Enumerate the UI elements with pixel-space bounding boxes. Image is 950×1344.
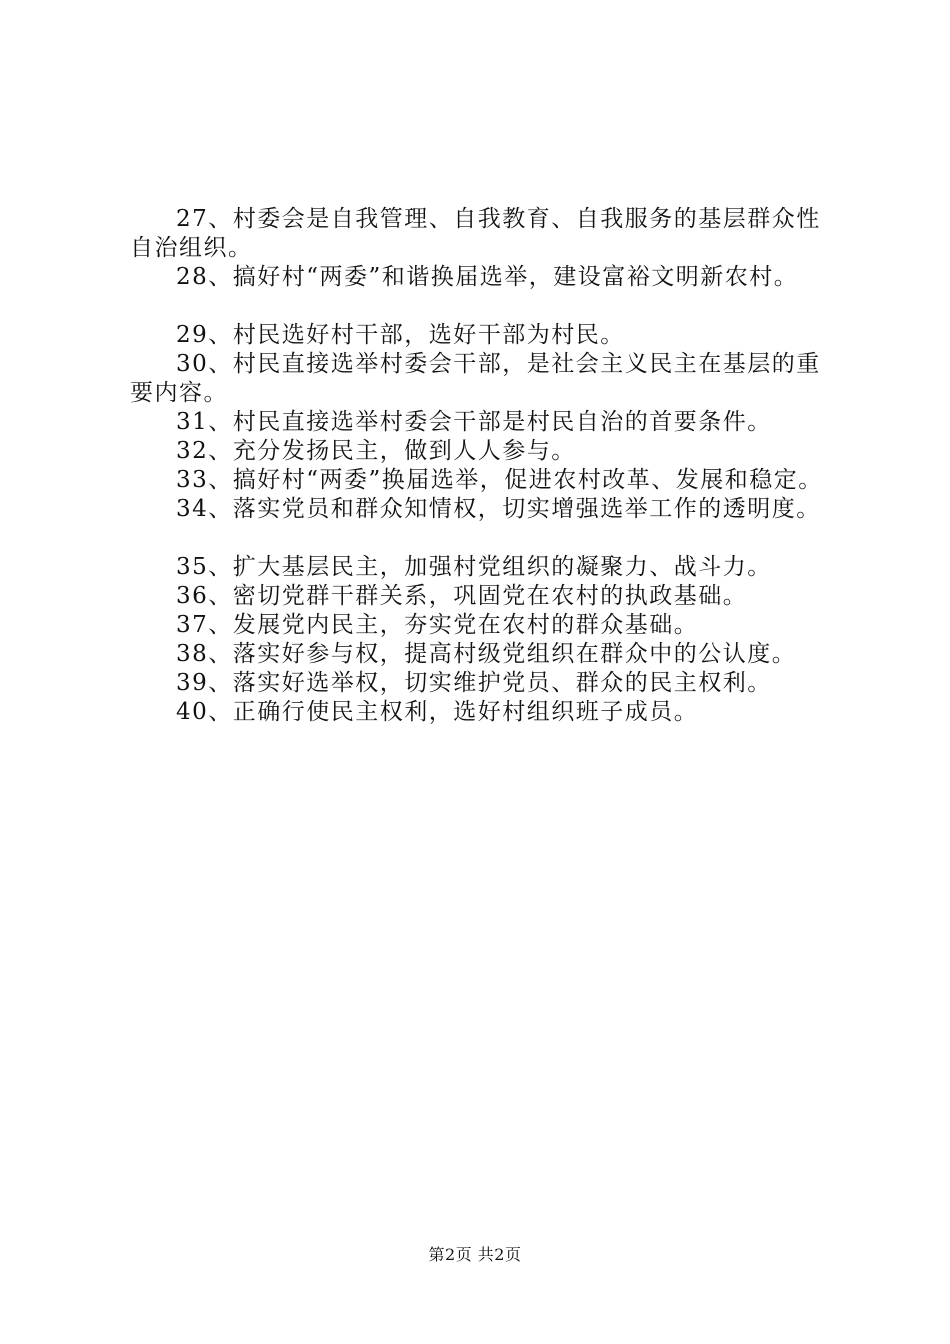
paragraph-29: 29、村民选好村干部，选好干部为村民。	[176, 322, 625, 348]
page-number-label: 第2页 共2页	[428, 1245, 522, 1264]
page-footer	[0, 1242, 950, 1265]
paragraph-34: 34、落实党员和群众知情权，切实增强选举工作的透明度。	[176, 496, 821, 522]
paragraph-37: 37、发展党内民主，夯实党在农村的群众基础。	[176, 612, 699, 638]
paragraph-27: 27、村委会是自我管理、自我教育、自我服务的基层群众性自治组织。	[130, 206, 821, 261]
paragraph-31: 31、村民直接选举村委会干部是村民自治的首要条件。	[176, 409, 772, 435]
paragraph-28: 28、搞好村“两委”和谐换届选举，建设富裕文明新农村。	[176, 264, 799, 290]
paragraph-38: 38、落实好参与权，提高村级党组织在群众中的公认度。	[176, 641, 797, 667]
paragraph-40: 40、正确行使民主权利，选好村组织班子成员。	[176, 699, 699, 725]
paragraph-35: 35、扩大基层民主，加强村党组织的凝聚力、战斗力。	[176, 554, 772, 580]
paragraph-30: 30、村民直接选举村委会干部，是社会主义民主在基层的重要内容。	[130, 351, 821, 406]
paragraph-32: 32、充分发扬民主，做到人人参与。	[176, 438, 576, 464]
paragraph-36: 36、密切党群干群关系，巩固党在农村的执政基础。	[176, 583, 748, 609]
paragraph-39: 39、落实好选举权，切实维护党员、群众的民主权利。	[176, 670, 772, 696]
document-body	[130, 205, 842, 727]
paragraph-33: 33、搞好村“两委”换届选举，促进农村改革、发展和稳定。	[176, 467, 823, 493]
